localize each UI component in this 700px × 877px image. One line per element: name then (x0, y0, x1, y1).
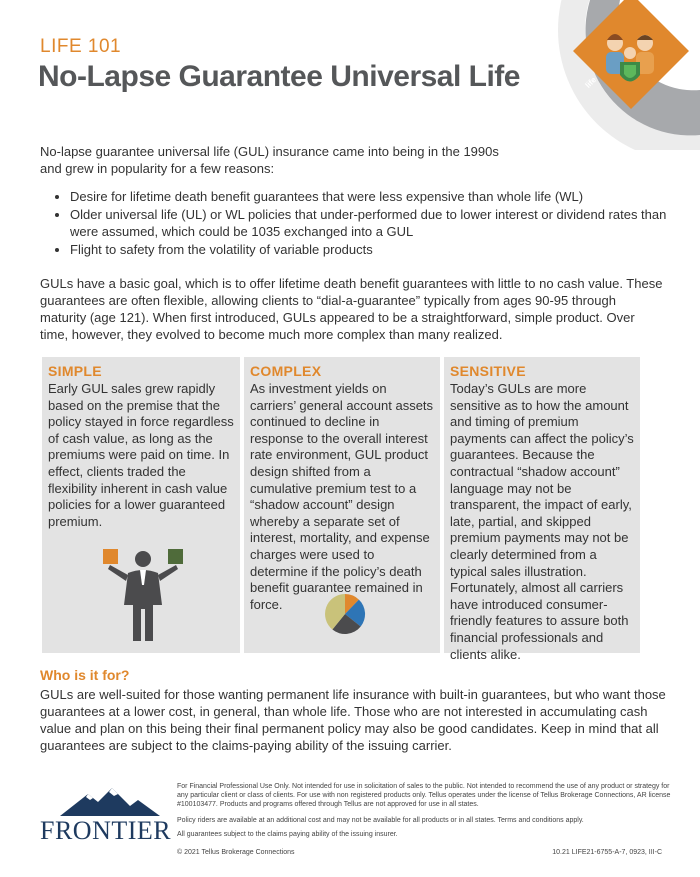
pie-chart-icon (324, 593, 366, 635)
sensitive-card (444, 357, 640, 662)
page-kicker: LIFE 101 (40, 36, 122, 57)
simple-heading: SIMPLE (48, 363, 102, 379)
who-paragraph: GULs are well-suited for those wanting permanent life insurance with built-in guarantees, but who want those guarantees at a lower cost, in general, than whole life. Those who are not interested in accumulating cash value and plan on this being their final permanent policy may also be good candidates. Keep in mind that all guarantees are subject to the claims-paying ability of the issuing carrier. (40, 687, 666, 753)
goal-paragraph: GULs have a basic goal, which is to offer lifetime death benefit guarantees with little to no cash value. These guarantees are often flexible, allowing clients to “dial-a-guarantee” typically from ages 90-95 through maturity (age 121). When first introduced, GULs appeared to be a straightforward, simple product. Over time, however, they evolved to become much more complex than many realized. (40, 276, 663, 342)
mountain-logo-icon (60, 786, 160, 818)
list-item: • Desire for lifetime death benefit guarantees that were less expensive than whole life (WL) (70, 188, 680, 205)
life-badge-graphic (520, 0, 700, 150)
frontier-logo: FRONTIER (40, 816, 172, 845)
disclaimer-use: For Financial Professional Use Only. Not intended for use in solicitation of sales to the public. Not intended to recommend the use of any product or strategy for any particular client or class of clients. For use with non registered products only. Tellus operates under the license of Tellus Brokerage Connections, AR license #100103477. Products and programs offered through Tellus are not approved for use in all states. (177, 783, 671, 808)
reasons-list (48, 188, 680, 259)
complex-heading: COMPLEX (250, 363, 322, 379)
sensitive-heading: SENSITIVE (450, 363, 526, 379)
simple-card (42, 357, 240, 653)
disclaimer-guarantees: All guarantees subject to the claims paying ability of the issuing insurer. (177, 831, 398, 838)
list-item: • Older universal life (UL) or WL policies that under-performed due to lower interest or dividend rates than were assumed, which could be 1035 exchanged into a GUL (70, 206, 680, 240)
document-code: 10.21 LIFE21-6755-A-7, 0923, III-C (552, 849, 662, 856)
complex-card (244, 357, 440, 653)
copyright: © 2021 Tellus Brokerage Connections (177, 849, 295, 856)
disclaimer-riders: Policy riders are available at an additional cost and may not be available for all products or in all states. Terms and conditions apply. (177, 817, 584, 824)
complex-text: As investment yields on carriers’ general account assets continued to decline in response to the overall interest rate environment, GUL product design shifted from a cumulative premium test to a “shadow account” design whereby a separate set of interest, mortality, and expense charges were used to determine if the policy’s death benefit guarantee remained in force. (250, 381, 434, 612)
list-item: • Flight to safety from the volatility of variable products (70, 241, 680, 258)
intro-paragraph: No-lapse guarantee universal life (GUL) insurance came into being in the 1990s and grew in popularity for a few reasons: (40, 144, 499, 176)
badge-label: life (583, 75, 599, 90)
page-title: No-Lapse Guarantee Universal Life (38, 60, 520, 93)
who-heading: Who is it for? (40, 667, 130, 683)
simple-text: Early GUL sales grew rapidly based on the premise that the policy stayed in force regardless of cash value, as long as the premiums were paid on time. In effect, clients traded the flexibility inherent in cash value policies for a lower guaranteed premium. (48, 381, 234, 529)
sensitive-text: Today’s GULs are more sensitive as to how the amount and timing of premium payments can affect the policy’s guarantees. Because the contractual “shadow account” language may not be transparent, the impact of early, late, partial, and skipped premium payments may not be clearly determined from a typical sales illustration. Fortunately, almost all carriers have introduced consumer-friendly features to assure both financial professionals and clients alike. (450, 381, 634, 662)
businessman-balance-icon (98, 545, 188, 645)
